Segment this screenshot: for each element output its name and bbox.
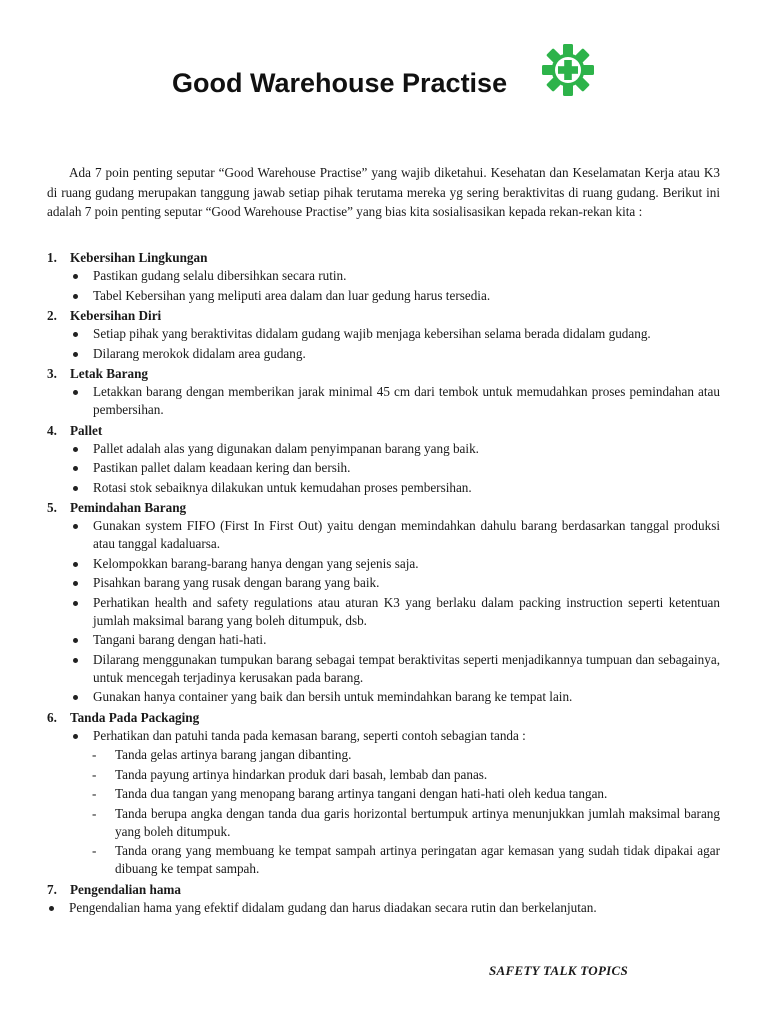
bullet-dot-icon — [73, 294, 78, 299]
page-title: Good Warehouse Practise — [172, 68, 508, 98]
bullet-dot-icon — [73, 447, 78, 452]
section-title: Tanda Pada Packaging — [70, 709, 200, 725]
bullet-text: Rotasi stok sebaiknya dilakukan untuk kemudahan proses pembersihan. — [93, 479, 472, 495]
sub-item-text: Tanda gelas artinya barang jangan dibanting. — [115, 747, 352, 762]
bullet-list — [47, 440, 720, 497]
bullet-dot-icon — [73, 332, 78, 337]
bullet-item — [47, 345, 720, 363]
section-6 — [47, 708, 720, 879]
bullet-text: Setiap pihak yang beraktivitas didalam gudang wajib menjaga kebersihan selama berada didalam gudang. — [93, 326, 651, 341]
bullet-dot-icon — [73, 734, 78, 739]
bullet-dot-icon — [73, 601, 78, 606]
section-heading — [47, 248, 720, 267]
sub-item — [47, 805, 720, 841]
sub-item-text: Tanda orang yang membuang ke tempat sampah artinya peringatan agar kemasan yang sudah tidak dipakai agar dibuang ke tempat sampah. — [115, 843, 720, 876]
bullet-list — [47, 517, 720, 706]
section-title: Pemindahan Barang — [70, 500, 187, 515]
bullet-dot-icon — [73, 352, 78, 357]
dash-marker-icon: - — [92, 786, 97, 801]
sub-item-text: Tanda berupa angka dengan tanda dua garis horizontal bertumpuk artinya menunjukkan jumlah maksimal barang yang boleh ditumpuk. — [115, 805, 720, 839]
bullet-dot-icon — [73, 390, 78, 395]
section-title: Kebersihan Lingkungan — [70, 250, 208, 265]
bullet-text: Pastikan gudang selalu dibersihkan secara rutin. — [93, 268, 347, 283]
section-2 — [47, 306, 720, 363]
section-heading — [47, 880, 720, 899]
bullet-dot-icon — [73, 695, 78, 700]
dash-marker-icon: - — [92, 747, 97, 762]
bullet-item — [47, 651, 720, 687]
dash-marker-icon: - — [92, 805, 97, 821]
section-heading — [47, 498, 720, 517]
section-1 — [47, 248, 720, 305]
bullet-list — [47, 267, 720, 305]
section-3 — [47, 364, 720, 419]
bullet-dot-icon — [73, 524, 78, 529]
bullet-list — [47, 325, 720, 363]
section-heading — [47, 306, 720, 325]
section-4 — [47, 421, 720, 497]
section-heading — [47, 708, 720, 727]
bullet-dot-icon — [73, 581, 78, 586]
practice-list — [47, 248, 720, 918]
bullet-text: Gunakan system FIFO (First In First Out) yaitu dengan memindahkan dahulu barang berdasarkan tanggal produksi atau tanggal kadaluarsa. — [93, 518, 720, 551]
bullet-list — [47, 899, 720, 917]
bullet-text: Dilarang menggunakan tumpukan barang sebagai tempat beraktivitas seperti menjadikannya tumpuan dan sebagainya, untuk mencegah terjadinya kerusakan pada barang. — [93, 651, 720, 685]
bullet-dot-icon — [73, 658, 78, 663]
intro-paragraph: Ada 7 poin penting seputar “Good Warehouse Practise” yang wajib diketahui. Kesehatan dan Keselamatan Kerja atau K3 di ruang gudang merupakan tanggung jawab setiap pihak terutama mereka yg sering beraktivitas di ruang gudang. Berikut ini adalah 7 poin penting seputar “Good Warehouse Practise” yang bias kita sosialisasikan kepada rekan-rekan kita : — [47, 165, 720, 219]
bullet-text: Letakkan barang dengan memberikan jarak minimal 45 cm dari tembok untuk memudahkan proses pemindahan atau pembersihan. — [93, 384, 720, 417]
bullet-item — [47, 287, 720, 305]
bullet-text: Dilarang merokok didalam area gudang. — [93, 345, 306, 361]
sub-item — [47, 746, 720, 764]
section-title: Kebersihan Diri — [70, 308, 162, 323]
bullet-item — [47, 594, 720, 630]
sub-item — [47, 785, 720, 803]
section-number: 2. — [47, 308, 57, 323]
section-heading — [47, 364, 720, 383]
bullet-item — [47, 459, 720, 477]
dash-marker-icon: - — [92, 766, 97, 782]
bullet-item — [47, 440, 720, 458]
bullet-item — [47, 267, 720, 285]
bullet-item — [47, 325, 720, 343]
bullet-item — [47, 899, 720, 917]
document-header — [0, 40, 768, 110]
bullet-item — [47, 517, 720, 553]
bullet-text: Perhatikan health and safety regulations atau aturan K3 yang berlaku dalam packing instruction seperti ketentuan jumlah maksimal barang yang boleh ditumpuk, dsb. — [93, 594, 720, 628]
bullet-text: Tangani barang dengan hati-hati. — [93, 632, 267, 647]
bullet-text: Pastikan pallet dalam keadaan kering dan bersih. — [93, 460, 351, 475]
section-5 — [47, 498, 720, 706]
section-heading — [47, 421, 720, 440]
section-number: 7. — [47, 881, 57, 897]
bullet-text: Pallet adalah alas yang digunakan dalam penyimpanan barang yang baik. — [93, 440, 479, 456]
sub-item-text: Tanda dua tangan yang menopang barang artinya tangani dengan hati-hati oleh kedua tangan. — [115, 786, 608, 801]
bullet-text: Pengendalian hama yang efektif didalam gudang dan harus diadakan secara rutin dan berkelanjutan. — [69, 899, 597, 915]
section-title: Pengendalian hama — [70, 881, 182, 897]
bullet-text: Gunakan hanya container yang baik dan bersih untuk memindahkan barang ke tempat lain. — [93, 689, 573, 704]
bullet-item — [47, 479, 720, 497]
section-number: 5. — [47, 500, 57, 515]
sub-item — [47, 766, 720, 784]
sub-item-list — [47, 746, 720, 878]
bullet-text: Pisahkan barang yang rusak dengan barang yang baik. — [93, 575, 380, 590]
bullet-dot-icon — [73, 638, 78, 643]
bullet-text: Kelompokkan barang-barang hanya dengan yang sejenis saja. — [93, 555, 419, 571]
bullet-item — [47, 555, 720, 573]
bullet-item — [47, 727, 720, 745]
bullet-item — [47, 631, 720, 649]
k3-safety-gear-cross-icon — [538, 40, 598, 100]
section-number: 1. — [47, 250, 57, 265]
bullet-list — [47, 383, 720, 419]
bullet-item — [47, 688, 720, 706]
dash-marker-icon: - — [92, 843, 97, 858]
bullet-dot-icon — [49, 906, 54, 911]
section-number: 6. — [47, 709, 57, 725]
footer-label: SAFETY TALK TOPICS — [489, 963, 629, 978]
section-number: 4. — [47, 422, 57, 438]
section-title: Letak Barang — [70, 366, 149, 381]
section-number: 3. — [47, 366, 57, 381]
bullet-dot-icon — [73, 486, 78, 491]
section-7 — [47, 880, 720, 917]
section-title: Pallet — [70, 422, 103, 438]
bullet-text: Perhatikan dan patuhi tanda pada kemasan barang, seperti contoh sebagian tanda : — [93, 727, 526, 743]
bullet-dot-icon — [73, 562, 78, 567]
bullet-item — [47, 383, 720, 419]
bullet-dot-icon — [73, 274, 78, 279]
sub-item — [47, 842, 720, 878]
bullet-item — [47, 574, 720, 592]
bullet-text: Tabel Kebersihan yang meliputi area dalam dan luar gedung harus tersedia. — [93, 287, 491, 303]
sub-item-text: Tanda payung artinya hindarkan produk dari basah, lembab dan panas. — [115, 766, 488, 782]
bullet-list — [47, 727, 720, 745]
bullet-dot-icon — [73, 466, 78, 471]
